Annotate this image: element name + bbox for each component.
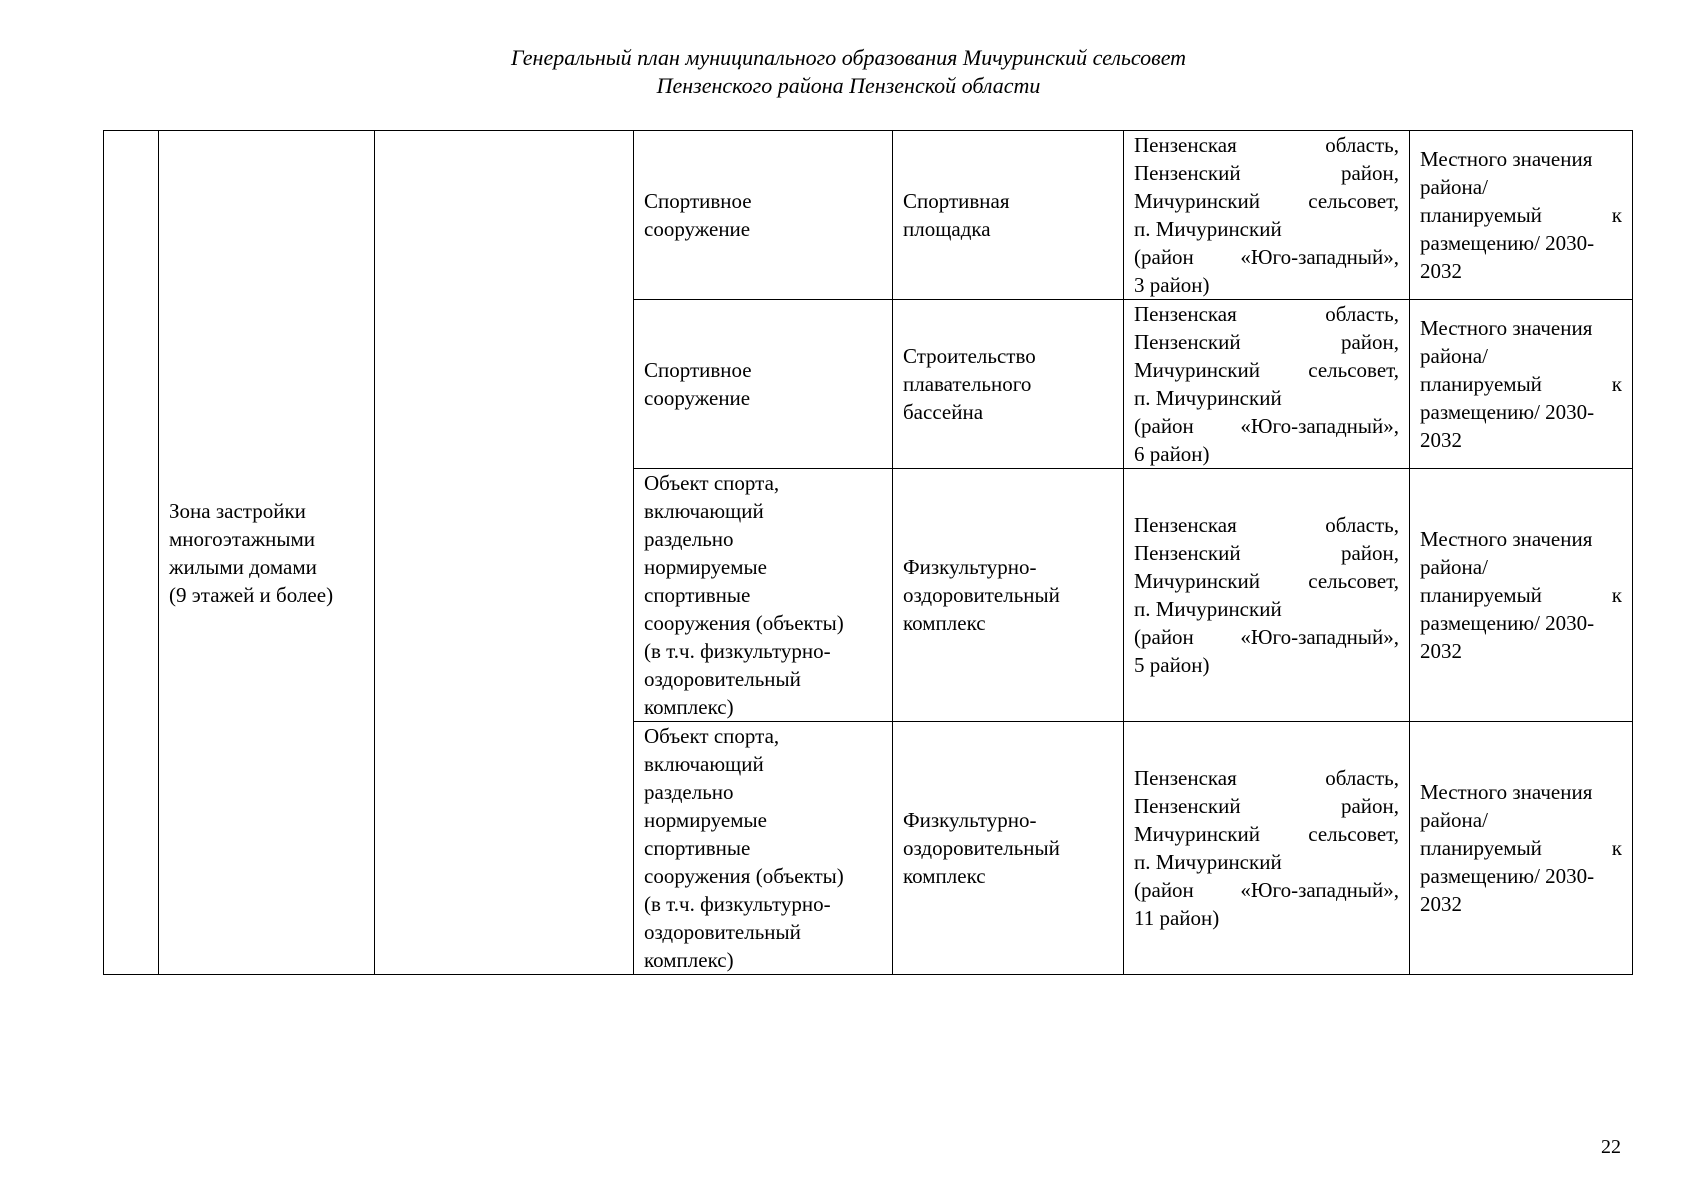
location-cell [1124,722,1410,975]
object-name-line: оздоровительный [903,583,1060,607]
object-type-line: нормируемые [644,808,767,832]
status-line: Местного значения [1420,147,1593,171]
header-line-1: Генеральный план муниципального образования Мичуринский сельсовет [510,45,1187,70]
status-line: 2032 [1420,892,1462,916]
location-line: Пензенский район, [1134,541,1399,565]
zone-line: Зона застройки [169,498,306,523]
status-line: района/ [1420,344,1488,368]
zone-line: (9 этажей и более) [169,582,334,607]
location-line: Мичуринский сельсовет, [1134,569,1399,593]
location-line: Пензенская область, [1134,302,1399,326]
status-cell [1410,469,1633,722]
location-line: (район «Юго-западный», [1134,245,1399,269]
object-type-line: спортивные [644,836,751,860]
object-type-cell [634,300,893,469]
empty-cell [375,131,634,975]
table-row [104,131,1633,300]
location-line: 5 район) [1134,653,1210,677]
object-type-line: Объект спорта, [644,471,780,495]
object-name-line: Физкультурно- [903,808,1037,832]
status-line: района/ [1420,555,1488,579]
status-cell [1410,131,1633,300]
object-name-line: плавательного [903,372,1032,396]
object-name-line: Физкультурно- [903,555,1037,579]
status-line: размещению/ 2030- [1420,400,1595,424]
object-type-line: оздоровительный [644,920,801,944]
location-cell [1124,300,1410,469]
object-type-line: включающий [644,499,764,523]
location-line: 11 район) [1134,906,1220,930]
status-line: 2032 [1420,428,1462,452]
status-line: Местного значения [1420,527,1593,551]
status-line: 2032 [1420,639,1462,663]
object-type-line: спортивные [644,583,751,607]
zone-cell [159,131,375,975]
location-line: Пензенский район, [1134,794,1399,818]
status-line: Местного значения [1420,316,1593,340]
location-line: 6 район) [1134,442,1210,466]
object-type-cell [634,131,893,300]
object-type-line: включающий [644,752,764,776]
status-cell [1410,300,1633,469]
location-cell [1124,131,1410,300]
object-name-cell [893,469,1124,722]
object-type-line: (в т.ч. физкультурно- [644,892,831,916]
location-line: (район «Юго-западный», [1134,625,1399,649]
status-line: района/ [1420,808,1488,832]
location-line: п. Мичуринский [1134,597,1282,621]
location-line: 3 район) [1134,273,1210,297]
object-name-line: бассейна [903,400,984,424]
object-name-line: Спортивная [903,189,1010,213]
location-line: Пензенский район, [1134,161,1399,185]
planning-table [103,130,1633,975]
object-name-line: площадка [903,217,991,241]
object-name-cell [893,722,1124,975]
location-line: (район «Юго-западный», [1134,878,1399,902]
page-number: 22 [1601,1136,1621,1158]
location-line: Пензенская область, [1134,513,1399,537]
object-type-line: оздоровительный [644,667,801,691]
location-line: Пензенская область, [1134,766,1399,790]
object-type-line: Объект спорта, [644,724,780,748]
object-type-cell [634,722,893,975]
object-name-line: Строительство [903,344,1036,368]
zone-line: жилыми домами [169,554,317,579]
object-type-line: раздельно [644,780,734,804]
document-header [0,44,1697,100]
object-type-line: сооружение [644,217,751,241]
object-type-line: Спортивное [644,358,752,382]
status-line: планируемый к [1420,583,1622,607]
location-line: п. Мичуринский [1134,386,1282,410]
status-line: 2032 [1420,259,1462,283]
object-type-line: сооружения (объекты) [644,611,844,635]
object-type-line: комплекс) [644,948,734,972]
object-name-cell [893,131,1124,300]
status-line: размещению/ 2030- [1420,611,1595,635]
object-type-line: сооружение [644,386,751,410]
zone-line: многоэтажными [169,526,316,551]
location-line: Мичуринский сельсовет, [1134,822,1399,846]
object-type-line: Спортивное [644,189,752,213]
object-name-line: комплекс [903,611,986,635]
location-line: Пензенский район, [1134,330,1399,354]
object-name-cell [893,300,1124,469]
status-line: планируемый к [1420,203,1622,227]
status-cell [1410,722,1633,975]
object-type-line: сооружения (объекты) [644,864,844,888]
location-line: (район «Юго-западный», [1134,414,1399,438]
header-line-2: Пензенского района Пензенской области [656,73,1041,98]
location-line: Мичуринский сельсовет, [1134,189,1399,213]
location-cell [1124,469,1410,722]
object-type-line: комплекс) [644,695,734,719]
object-name-line: комплекс [903,864,986,888]
status-line: планируемый к [1420,372,1622,396]
status-line: района/ [1420,175,1488,199]
object-type-line: раздельно [644,527,734,551]
object-type-cell [634,469,893,722]
object-type-line: нормируемые [644,555,767,579]
location-line: Пензенская область, [1134,133,1399,157]
location-line: Мичуринский сельсовет, [1134,358,1399,382]
object-type-line: (в т.ч. физкультурно- [644,639,831,663]
status-line: Местного значения [1420,780,1593,804]
status-line: размещению/ 2030- [1420,231,1595,255]
object-name-line: оздоровительный [903,836,1060,860]
status-line: планируемый к [1420,836,1622,860]
location-line: п. Мичуринский [1134,850,1282,874]
status-line: размещению/ 2030- [1420,864,1595,888]
number-cell [104,131,159,975]
location-line: п. Мичуринский [1134,217,1282,241]
